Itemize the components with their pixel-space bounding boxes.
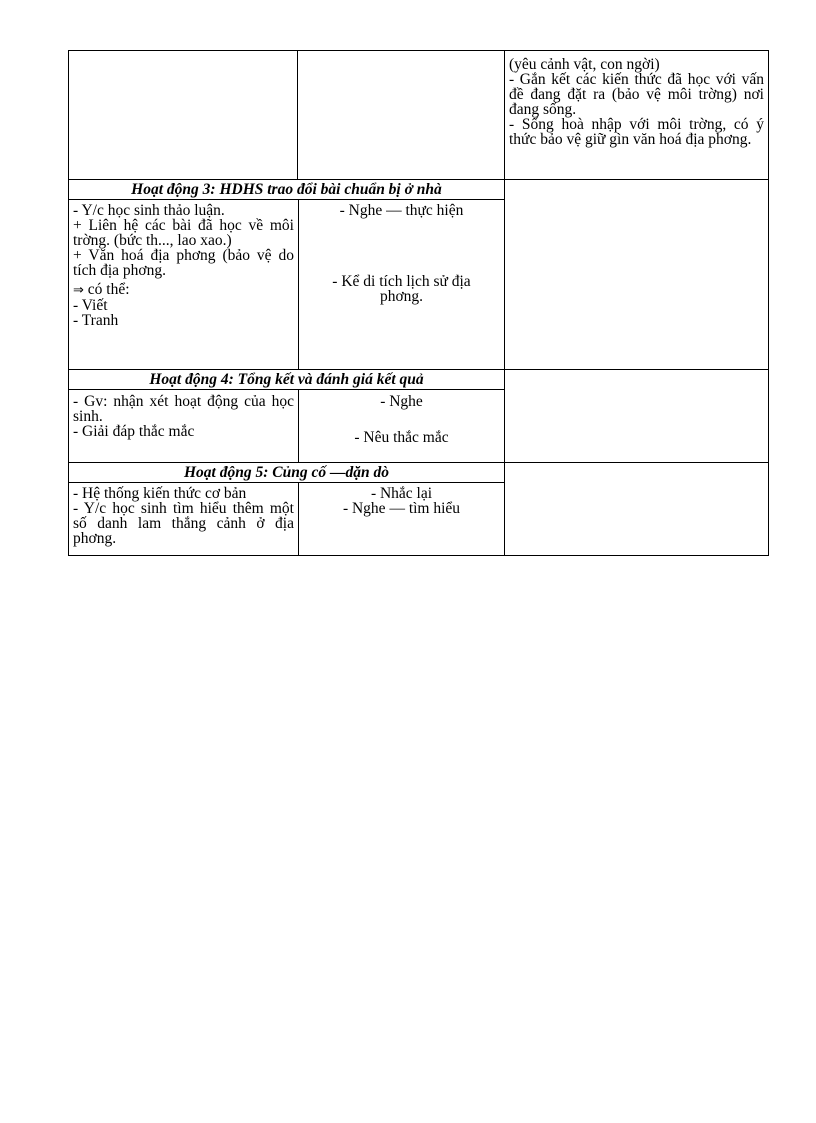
teacher-line: - Giải đáp thắc mắc [73,423,195,440]
activity-3-teacher [69,200,299,369]
teacher-line: + Văn hoá địa phơng (bảo vệ do tích địa phơng. [73,247,294,279]
table-row [69,463,769,556]
objective-line: - Sống hoà nhập với môi trờng, có ý thức bảo vệ giữ gìn văn hoá địa phơng. [509,116,764,148]
teacher-line: - Hệ thống kiến thức cơ bản [73,485,247,502]
student-line: - Nghe — thực hiện [339,202,464,219]
empty-cell [505,370,769,463]
lesson-plan-page [68,50,768,556]
table-row [69,370,769,463]
student-line: - Nêu thắc mắc [354,429,449,446]
teacher-line: ⇒ có thể: [73,281,130,298]
teacher-line: - Gv: nhận xét hoạt động của học sinh. [73,393,294,425]
activity-3-cell [69,180,505,370]
objectives-cell [505,51,769,180]
empty-cell [505,180,769,370]
empty-cell [505,463,769,556]
student-line: - Nghe — tìm hiểu [342,500,461,517]
activity-4-student [299,390,504,462]
table-row [69,51,769,180]
table-row [69,180,769,370]
teacher-line: - Tranh [73,312,119,329]
empty-cell [298,51,505,180]
teacher-line: - Viết [73,297,108,314]
activity-4-title: Hoạt động 4: Tổng kết và đánh giá kết quả [69,370,504,390]
activity-3-student [299,200,504,369]
activity-5-cell [69,463,505,556]
activity-5-title: Hoạt động 5: Củng cố —dặn dò [69,463,504,483]
objective-line: - Gắn kết các kiến thức đã học với vấn đề đang đặt ra (bảo vệ môi trờng) nơi đang sống. [509,71,764,118]
student-line: - Kể di tích lịch sử địa phơng. [332,273,471,305]
empty-cell [69,51,298,180]
activity-3-title: Hoạt động 3: HDHS trao đổi bài chuẩn bị ở nhà [69,180,504,200]
teacher-line: + Liên hệ các bài đã học về môi trờng. (bức th..., lao xao.) [73,217,294,249]
objective-line: (yêu cảnh vật, con ngời) [509,56,660,73]
activity-5-teacher [69,483,299,555]
student-line: - Nghe [380,393,423,410]
lesson-table [68,50,769,556]
teacher-line: - Y/c học sinh thảo luận. [73,202,225,219]
activity-5-student [299,483,504,555]
teacher-line: - Y/c học sinh tìm hiểu thêm một số danh lam thắng cảnh ở địa phơng. [73,500,294,547]
activity-4-cell [69,370,505,463]
activity-4-teacher [69,390,299,462]
student-line: - Nhắc lại [370,485,433,502]
arrow-icon: ⇒ [73,283,84,298]
